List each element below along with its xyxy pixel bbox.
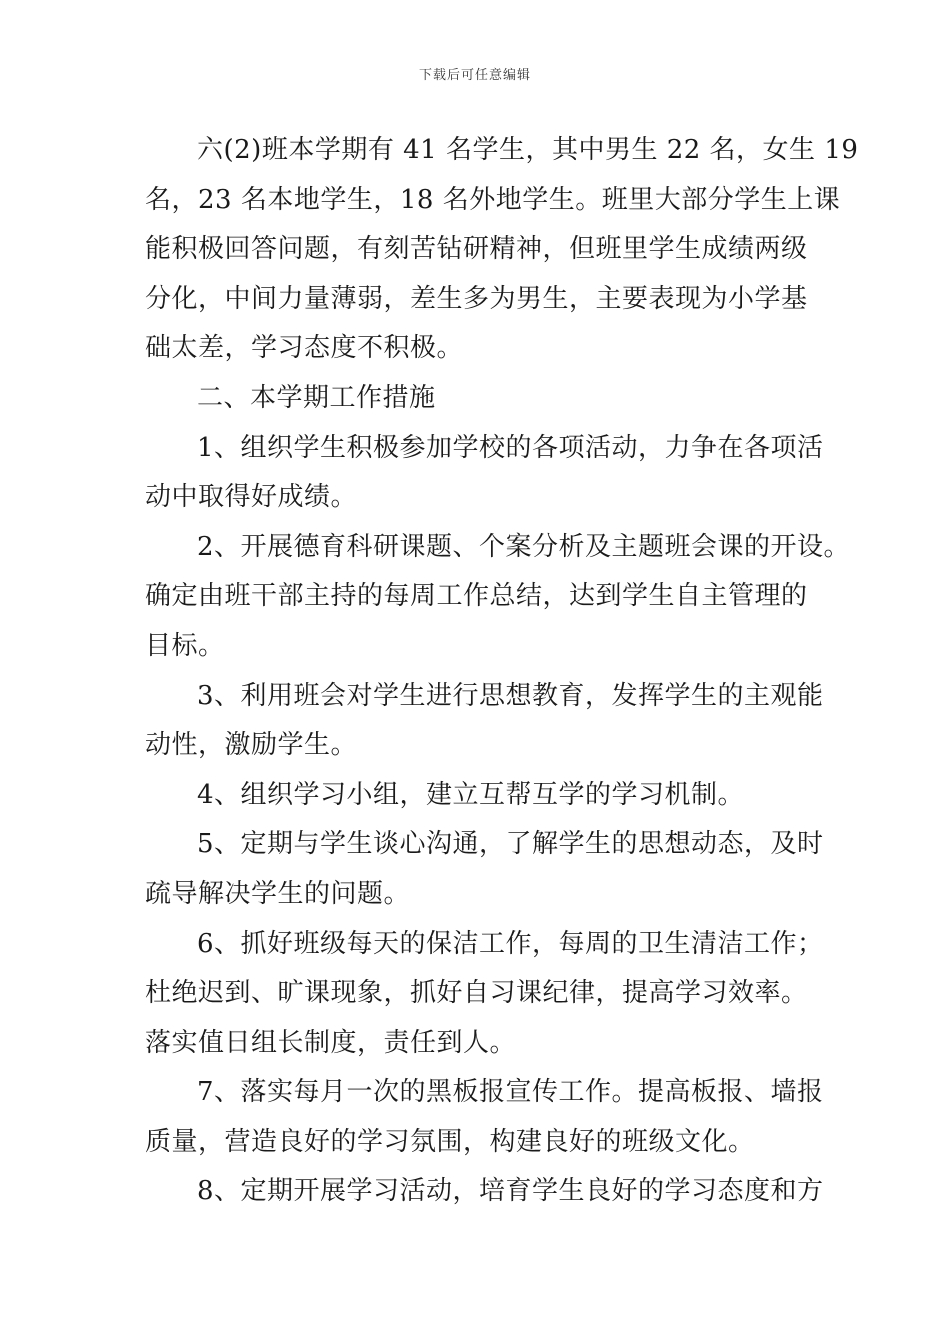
paragraph-line: 7、落实每月一次的黑板报宣传工作。提高板报、墙报: [197, 1077, 824, 1108]
document-paragraph: [145, 523, 851, 672]
paragraph-line: 疏导解决学生的问题。: [145, 878, 411, 909]
page-header-note: 下载后可任意编辑: [418, 68, 531, 83]
paragraph-line: 杜绝迟到、旷课现象，抓好自习课纪律，提高学习效率。: [145, 978, 808, 1009]
paragraph-line: 六(2)班本学期有 41 名学生，其中男生 22 名，女生 19: [197, 135, 859, 165]
paragraph-line: 2、开展德育科研课题、个案分析及主题班会课的开设。: [197, 531, 851, 562]
paragraph-line: 确定由班干部主持的每周工作总结，达到学生自主管理的: [145, 581, 808, 612]
document-paragraph: [145, 126, 859, 374]
document-paragraph: [145, 771, 809, 821]
paragraph-line: 分化，中间力量薄弱，差生多为男生，主要表现为小学基: [145, 283, 808, 314]
document-paragraph: [145, 820, 824, 919]
paragraph-line: 动性，激励学生。: [145, 730, 358, 761]
paragraph-line: 二、本学期工作措施: [197, 382, 436, 413]
paragraph-line: 6、抓好班级每天的保洁工作，每周的卫生清洁工作；: [197, 928, 824, 959]
document-body: [145, 126, 859, 1217]
paragraph-line: 4、组织学习小组，建立互帮互学的学习机制。: [197, 779, 745, 810]
document-paragraph: [145, 1167, 824, 1217]
paragraph-line: 名，23 名本地学生，18 名外地学生。班里大部分学生上课: [145, 184, 841, 215]
paragraph-line: 1、组织学生积极参加学校的各项活动，力争在各项活: [197, 432, 824, 463]
paragraph-line: 3、利用班会对学生进行思想教育，发挥学生的主观能: [197, 680, 824, 711]
document-paragraph: [145, 672, 824, 771]
document-paragraph: [145, 1068, 824, 1167]
paragraph-line: 8、定期开展学习活动，培育学生良好的学习态度和方: [197, 1176, 824, 1207]
paragraph-line: 能积极回答问题，有刻苦钻研精神，但班里学生成绩两级: [145, 234, 808, 265]
document-paragraph: [145, 374, 809, 424]
paragraph-line: 质量，营造良好的学习氛围，构建良好的班级文化。: [145, 1126, 755, 1157]
paragraph-line: 础太差，学习态度不积极。: [145, 333, 464, 364]
paragraph-line: 5、定期与学生谈心沟通，了解学生的思想动态，及时: [197, 829, 824, 860]
document-paragraph: [145, 920, 824, 1069]
document-paragraph: [145, 424, 824, 523]
paragraph-line: 落实值日组长制度，责任到人。: [145, 1027, 517, 1058]
paragraph-line: 动中取得好成绩。: [145, 482, 358, 513]
paragraph-line: 目标。: [145, 630, 225, 661]
